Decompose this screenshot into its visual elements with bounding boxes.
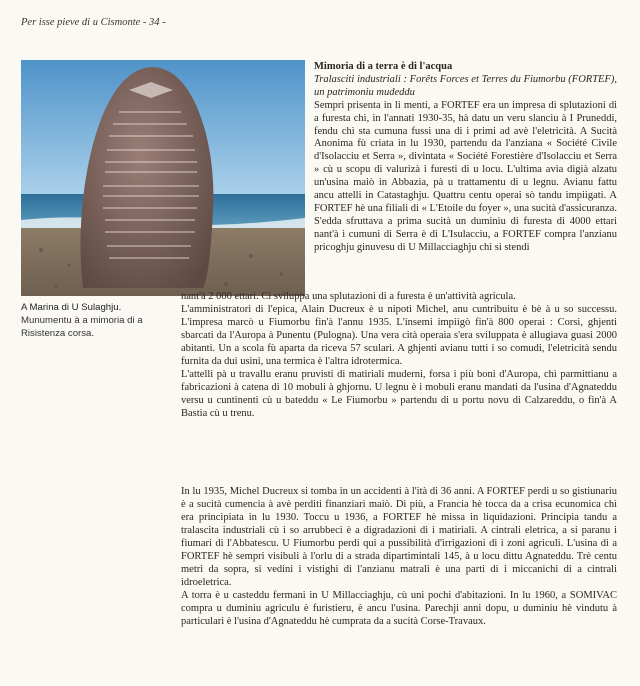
paragraph-2: L'amministratori di l'epica, Alain Ducreux è u nipoti Michel, anu cuntribuitu è bè à u so successu. L'impresa marcò u Fiumorbu fin'à l'annu 1935. L'insemi impiigò fin'à 800 operai : Corsi, ghjenti sbarcati da l'Auropa à Punentu (Pulogna). Una vera cità operaia s'era sviluppata è allugiava guasi 2000 abitanti. Un a scola fù aparta da riceva 57 sculari. A ghjenti avianu tutti i so comudi, l'eletricità sendu furnita da dui usini, una termica è l'altra idrotermica.	[181, 304, 617, 368]
paragraph-4: In lu 1935, Michel Ducreux si tomba in un accidenti à l'ità di 36 anni. A FORTEF perdi u so gistiunariu è a sucità cumencia à avè perditi finanziari maiò. Di più, a Francia hè tocca da a crisa ecunomica chì era principiata in lu 1930. Toccu u 1936, a FORTEF hè missa in liquidazioni. Principia tandu a tralascita industriali cù i so arrubbeci è a digradazioni di i matiriali. A cintrali eletrica, a si paranu i fiumari di l'Abbatescu. U Fiumorbu perdi qui a pussibilità d'irrigazioni di i zoni agriculi. L'usina di a FORTEF hè sempri visibuli à l'orlu di a strada dipartimintali 145, à u locu dittu Agnateddu. Trè centu metri da sopra, si vedini i vistighi di l'anzianu matrali è una parti di i miccanichi di a cintrali idroeletrica.	[181, 486, 617, 589]
caption-description: Munumentu à a mimoria di a Risistenza corsa.	[21, 314, 143, 339]
paragraph-1-continued: nant'à 2 000 ettari. Ci sviluppa una splutazioni di a furesta è un'attività agricula.	[181, 291, 516, 302]
paragraph-5: A torra è u casteddu fermani in U Millacciaghju, cù uni pochi d'abitazioni. In lu 1960, a SOMIVAC compra u duminiu agriculu è furistieru, è ancu l'usina. Parechji anni dopu, u duminiu hè vindutu à particulari è l'usina d'Agnateddu hè cumprata da a sucità Corse-Travaux.	[181, 590, 617, 628]
photo-illustration	[21, 60, 305, 296]
stone-monument-photo	[21, 60, 305, 296]
article-subtitle: Tralasciti industriali : Forêts Forces et Terres du Fiumorbu (FORTEF), un patrimoniu mudeddu	[314, 73, 617, 98]
paragraph-1: Sempri prisenta in li menti, a FORTEF era un impresa di splutazioni di a furesta chì, in l'annati 1930-35, hà datu un veru slanciu à I Pruneddi, fendu chì sta cumuna fussi una di i primi ad avè l'eletricità. A Sucità Anonima fù criata in lu 1930, partendu da l'anziana « Société Civile d'Isolacciu et Serra », divintata « Société Forestière d'Isolacciu et Serra » cù u scopu di valurizà i furesti di u locu. L'ultima avia digià alzatu un'usina maiò in Abbazia, pà u trattamentu di u legnu. Avianu fattu ancu attelli in Catastaghju. Quattru centu operai sò tandu impiigati. A FORTEF hè una filiali di « L'Etoile du foyer », una sucità d'assicuranza. S'edda sfruttava a prima sucità un duminiu di furesta di 4000 ettari nant'à i cumuni di Serra è di L'Isulacciu, a FORTEF compra l'anzianu pricoghju ginuvesu di U Millacciaghju chì si stendi	[314, 99, 617, 253]
article-body	[181, 290, 617, 420]
article-title: Mimoria di a terra è di l'acqua	[314, 61, 453, 72]
paragraph-3: L'attelli pà u travallu eranu pruvisti di matiriali muderni, forsa i più boni d'Auropa, chì parmittianu a fabricazioni à catena di 10 mobuli à ghjornu. U legnu è i mobuli eranu mandati da l'usina d'Agnateddu versu u cuntinenti cù u bateddu « Le Fiumorbu » partendu di u portu novu di Calzareddu, o fin'à A Bastia cù u trenu.	[181, 369, 617, 420]
photo-caption	[21, 302, 171, 340]
article-column	[314, 61, 617, 255]
caption-title: A Marina di U Sulaghju.	[21, 302, 122, 313]
running-header: Per isse pieve di u Cismonte - 34 -	[21, 17, 166, 28]
article-body-2	[181, 485, 617, 629]
